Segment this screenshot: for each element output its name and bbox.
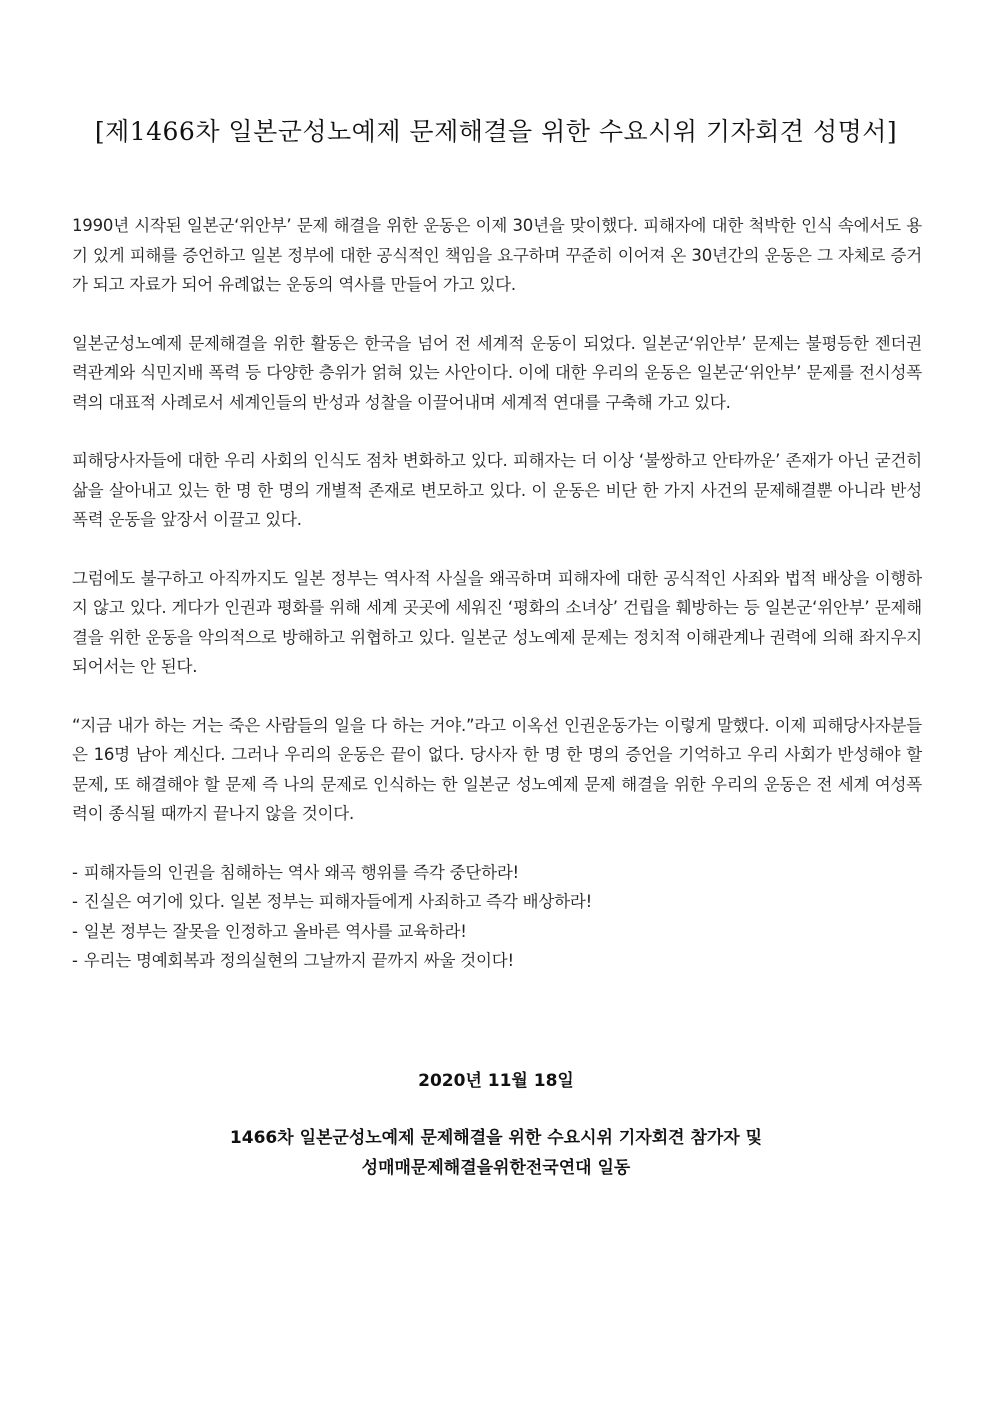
document-title: [제1466차 일본군성노예제 문제해결을 위한 수요시위 기자회견 성명서] bbox=[94, 117, 898, 146]
paragraph: 1990년 시작된 일본군‘위안부’ 문제 해결을 위한 운동은 이제 30년을 맞이했다. 피해자에 대한 척박한 인식 속에서도 용기 있게 피해를 증언하고 일본 정부에 대한 공식적인 책임을 요구하며 꾸준히 이어져 온 30년간의 운동은 그 자체로 증거가 되고 자료가 되어 유례없는 운동의 역사를 만들어 가고 있다. bbox=[72, 216, 922, 294]
demand-item bbox=[72, 946, 922, 976]
demand-item bbox=[72, 887, 922, 917]
paragraph: 그럼에도 불구하고 아직까지도 일본 정부는 역사적 사실을 왜곡하며 피해자에 대한 공식적인 사죄와 법적 배상을 이행하지 않고 있다. 게다가 인권과 평화를 위해 세계 곳곳에 세워진 ‘평화의 소녀상’ 건립을 훼방하는 등 일본군‘위안부’ 문제해결을 위한 운동을 악의적으로 방해하고 위협하고 있다. 일본군 성노예제 문제는 정치적 이해관계나 권력에 의해 좌지우지 되어서는 안 된다. bbox=[72, 568, 922, 676]
demand-text: 우리는 명예회복과 정의실현의 그날까지 끝까지 싸울 것이다! bbox=[83, 951, 514, 970]
demand-item bbox=[72, 858, 922, 888]
list-dash: - bbox=[72, 951, 78, 970]
list-dash: - bbox=[72, 892, 78, 911]
demands-list bbox=[72, 858, 922, 976]
demand-text: 진실은 여기에 있다. 일본 정부는 피해자들에게 사죄하고 즉각 배상하라! bbox=[83, 892, 593, 911]
paragraph: 일본군성노예제 문제해결을 위한 활동은 한국을 넘어 전 세계적 운동이 되었다. 일본군‘위안부’ 문제는 불평등한 젠더권력관계와 식민지배 폭력 등 다양한 층위가 얽혀 있는 사안이다. 이에 대한 우리의 운동은 일본군‘위안부’ 문제를 전시성폭력의 대표적 사례로서 세계인들의 반성과 성찰을 이끌어내며 세계적 연대를 구축해 가고 있다. bbox=[72, 333, 922, 412]
list-dash: - bbox=[72, 921, 78, 941]
demand-item bbox=[72, 917, 922, 947]
signature-block bbox=[0, 1123, 992, 1183]
paragraph: “지금 내가 하는 거는 죽은 사람들의 일을 다 하는 거야.”라고 이옥선 인권운동가는 이렇게 말했다. 이제 피해당사자분들은 16명 남아 계신다. 그러나 우리의 운동은 끝이 없다. 당사자 한 명 한 명의 증언을 기억하고 우리 사회가 반성해야 할 문제, 또 해결해야 할 문제 즉 나의 문제로 인식하는 한 일본군 성노예제 문제 해결을 위한 우리의 운동은 전 세계 여성폭력이 종식될 때까지 끝나지 않을 것이다. bbox=[72, 715, 922, 823]
demand-text: 피해자들의 인권을 침해하는 역사 왜곡 행위를 즉각 중단하라! bbox=[83, 862, 519, 882]
paragraph: 피해당사자들에 대한 우리 사회의 인식도 점차 변화하고 있다. 피해자는 더 이상 ‘불쌍하고 안타까운’ 존재가 아닌 굳건히 삶을 살아내고 있는 한 명 한 명의 개별적 존재로 변모하고 있다. 이 운동은 비단 한 가지 사건의 문제해결뿐 아니라 반성폭력 운동을 앞장서 이끌고 있다. bbox=[72, 451, 922, 529]
list-dash: - bbox=[72, 862, 78, 882]
signature-line: 1466차 일본군성노예제 문제해결을 위한 수요시위 기자회견 참가자 및 bbox=[229, 1128, 763, 1148]
statement-date: 2020년 11월 18일 bbox=[418, 1071, 574, 1091]
signature-line: 성매매문제해결을위한전국연대 일동 bbox=[361, 1158, 631, 1178]
demand-text: 일본 정부는 잘못을 인정하고 올바른 역사를 교육하라! bbox=[83, 921, 467, 941]
document-body bbox=[72, 211, 922, 976]
